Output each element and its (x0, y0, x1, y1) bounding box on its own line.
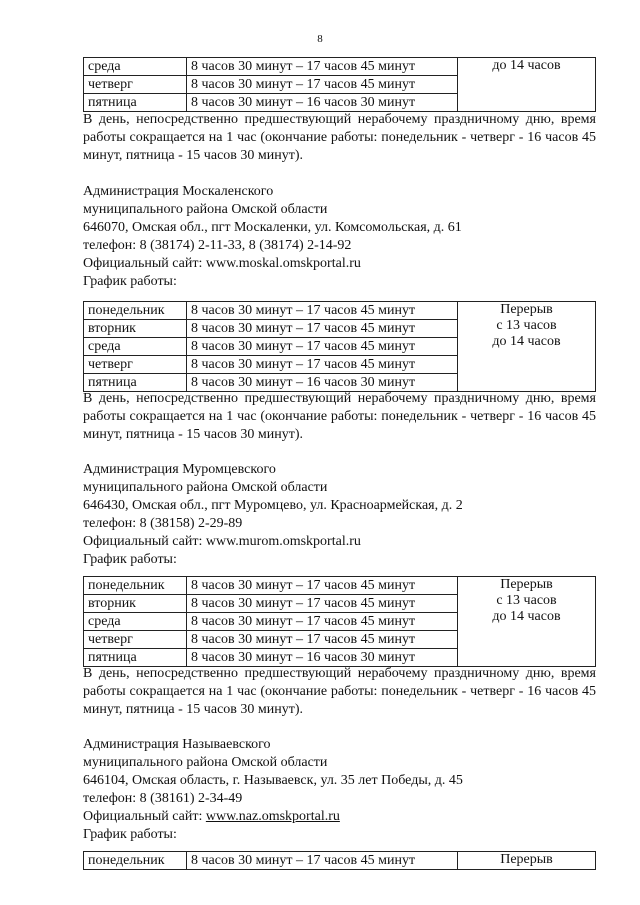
day-cell: среда (84, 58, 187, 76)
day-cell: пятница (84, 649, 187, 667)
note-paragraph: В день, непосредственно предшествующий нерабочему праздничному дню, время работы сокращается на 1 час (окончание работы: понедельник - четверг - 16 часов 45 минут, пятница - 15 часов 30 минут). (83, 391, 596, 442)
org-name: Администрация Муромцевского (83, 462, 276, 477)
hours-cell: 8 часов 30 минут – 16 часов 30 минут (187, 649, 458, 667)
break-line: до 14 часов (492, 609, 561, 624)
day-cell: понедельник (84, 852, 187, 870)
schedule-label: График работы: (83, 827, 177, 842)
note-paragraph: В день, непосредственно предшествующий нерабочему праздничному дню, время работы сокращается на 1 час (окончание работы: понедельник - четверг - 16 часов 45 минут, пятница - 15 часов 30 минут). (83, 112, 596, 163)
hours-cell: 8 часов 30 минут – 17 часов 45 минут (187, 338, 458, 356)
day-cell: четверг (84, 356, 187, 374)
site-link[interactable]: www.moskal.omskportal.ru (205, 256, 361, 271)
note-paragraph: В день, непосредственно предшествующий нерабочему праздничному дню, время работы сокращается на 1 час (окончание работы: понедельник - четверг - 16 часов 45 минут, пятница - 15 часов 30 минут). (83, 666, 596, 717)
org-site-line (83, 255, 462, 273)
org-district: муниципального района Омской области (83, 755, 328, 770)
hours-cell: 8 часов 30 минут – 17 часов 45 минут (187, 58, 458, 76)
hours-cell: 8 часов 30 минут – 17 часов 45 минут (187, 631, 458, 649)
site-label: Официальный сайт: (83, 809, 206, 824)
schedule-label: График работы: (83, 274, 177, 289)
break-cell (458, 577, 596, 667)
hours-cell: 8 часов 30 минут – 17 часов 45 минут (187, 76, 458, 94)
day-cell: четверг (84, 631, 187, 649)
day-cell: среда (84, 613, 187, 631)
schedule-table-naz (83, 851, 596, 870)
org-address: 646104, Омская область, г. Называевск, ул. 35 лет Победы, д. 45 (83, 773, 463, 788)
org-site-line (83, 533, 463, 551)
murom-info (83, 461, 463, 569)
hours-cell: 8 часов 30 минут – 17 часов 45 минут (187, 356, 458, 374)
hours-cell: 8 часов 30 минут – 17 часов 45 минут (187, 577, 458, 595)
break-cell (458, 302, 596, 392)
day-cell: вторник (84, 320, 187, 338)
break-text: Перерыв (500, 852, 553, 867)
hours-cell: 8 часов 30 минут – 17 часов 45 минут (187, 613, 458, 631)
schedule-table-murom (83, 576, 596, 667)
table-row (84, 302, 596, 320)
site-link[interactable]: www.murom.omskportal.ru (205, 534, 361, 549)
break-line: Перерыв (500, 577, 553, 592)
org-name: Администрация Называевского (83, 737, 271, 752)
moskal-info (83, 183, 462, 291)
hours-cell: 8 часов 30 минут – 16 часов 30 минут (187, 94, 458, 112)
day-cell: пятница (84, 374, 187, 392)
table-row (84, 58, 596, 76)
site-label: Официальный сайт: (83, 256, 206, 271)
page-number: 8 (317, 33, 323, 45)
org-site-line (83, 808, 463, 826)
org-district: муниципального района Омской области (83, 202, 328, 217)
hours-cell: 8 часов 30 минут – 17 часов 45 минут (187, 595, 458, 613)
org-address: 646070, Омская обл., пгт Москаленки, ул. Комсомольская, д. 61 (83, 220, 462, 235)
day-cell: понедельник (84, 302, 187, 320)
org-address: 646430, Омская обл., пгт Муромцево, ул. Красноармейская, д. 2 (83, 498, 463, 513)
hours-cell: 8 часов 30 минут – 17 часов 45 минут (187, 320, 458, 338)
org-phone: телефон: 8 (38174) 2-11-33, 8 (38174) 2-14-92 (83, 238, 352, 253)
break-cell (458, 58, 596, 112)
hours-cell: 8 часов 30 минут – 17 часов 45 минут (187, 852, 458, 870)
day-cell: среда (84, 338, 187, 356)
day-cell: понедельник (84, 577, 187, 595)
table-row (84, 852, 596, 870)
day-cell: четверг (84, 76, 187, 94)
break-text: до 14 часов (492, 58, 561, 73)
hours-cell: 8 часов 30 минут – 17 часов 45 минут (187, 302, 458, 320)
org-district: муниципального района Омской области (83, 480, 328, 495)
break-line: Перерыв (500, 302, 553, 317)
org-phone: телефон: 8 (38158) 2-29-89 (83, 516, 243, 531)
site-label: Официальный сайт: (83, 534, 206, 549)
day-cell: пятница (84, 94, 187, 112)
schedule-label: График работы: (83, 552, 177, 567)
org-phone: телефон: 8 (38161) 2-34-49 (83, 791, 243, 806)
break-line: с 13 часов (496, 318, 557, 333)
naz-info (83, 736, 463, 844)
site-link[interactable]: www.naz.omskportal.ru (205, 809, 340, 824)
break-cell (458, 852, 596, 870)
day-cell: вторник (84, 595, 187, 613)
hours-cell: 8 часов 30 минут – 16 часов 30 минут (187, 374, 458, 392)
schedule-table-moskal (83, 301, 596, 392)
table-row (84, 577, 596, 595)
break-line: до 14 часов (492, 334, 561, 349)
org-name: Администрация Москаленского (83, 184, 274, 199)
break-line: с 13 часов (496, 593, 557, 608)
schedule-table-top (83, 57, 596, 112)
